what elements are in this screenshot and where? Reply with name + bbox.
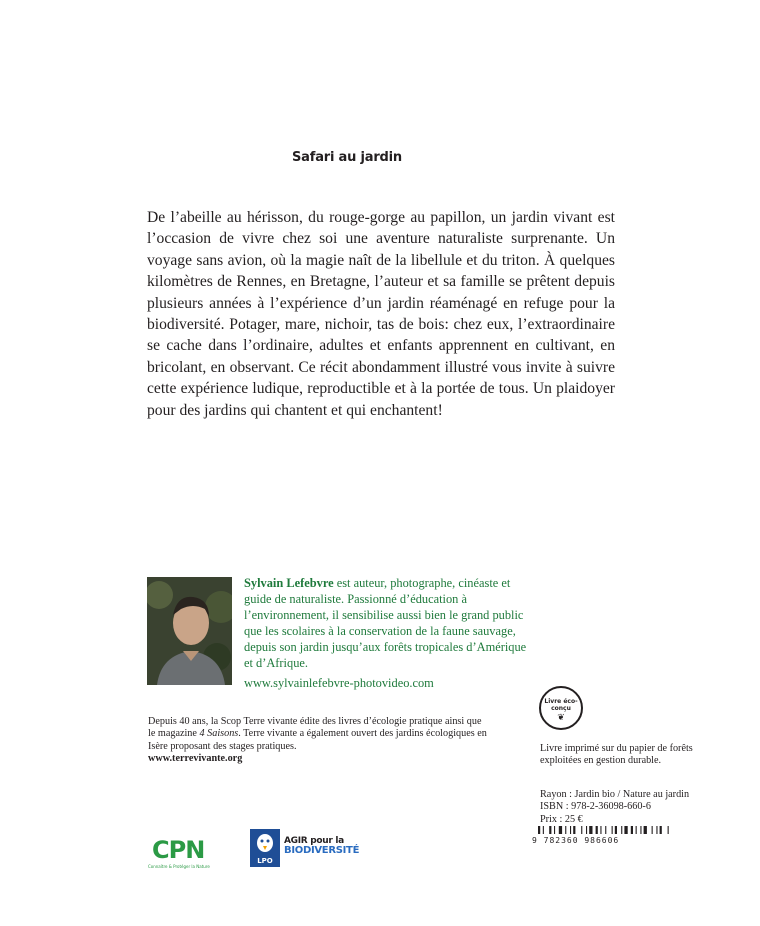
print-note: Livre imprimé sur du papier de forêts exploitées en gestion durable.: [540, 743, 693, 767]
shelf-category: Rayon : Jardin bio / Nature au jardin: [540, 789, 690, 800]
lpo-tagline-line1: AGIR pour la: [284, 836, 344, 846]
badge-label: Livre éco-conçu: [544, 698, 578, 712]
lpo-tagline: [284, 836, 359, 856]
author-bio: [244, 575, 534, 671]
publisher-text-after: . Terre vivante a également ouvert des jardins écologiques en Isère proposant des stages pratiques.: [148, 728, 487, 752]
eco-design-badge: [539, 686, 583, 730]
price: Prix : 25 €: [540, 813, 583, 825]
lpo-logo: [250, 829, 280, 867]
author-website-link[interactable]: www.sylvainlefebvre-photovideo.com: [244, 676, 434, 690]
publisher-website-link[interactable]: www.terrevivante.org: [148, 753, 243, 765]
lpo-badge-text: LPO: [257, 857, 273, 865]
book-title: Safari au jardin: [292, 150, 402, 165]
isbn: ISBN : 978-2-36098-660-6: [540, 801, 651, 813]
publisher-info: [148, 716, 488, 766]
magazine-name: 4 Saisons: [199, 728, 239, 740]
cpn-logo: CPN: [152, 836, 205, 864]
barcode-digits: 9 782360 986606: [532, 836, 620, 845]
book-metadata: [540, 789, 689, 826]
author-name: Sylvain Lefebvre: [244, 576, 334, 590]
cpn-logo-subtitle: Connaître & Protéger la Nature: [148, 864, 210, 869]
author-bio-text: est auteur, photographe, cinéaste et guide de naturaliste. Passionné d’éducation à l’environnement, il sensibilise aussi bien le grand public que les scolaires à la conservation de la faune sauvage, depuis son jardin jusqu’aux forêts tropicales d’Amérique et d’Afrique.: [244, 576, 527, 670]
author-photo: [147, 577, 232, 685]
publisher-text-before: Depuis 40 ans, la Scop Terre vivante édite des livres d’écologie pratique ainsi que le magazine: [148, 716, 482, 740]
back-cover-blurb: De l’abeille au hérisson, du rouge-gorge au papillon, un jardin vivant est l’occasion de vivre chez soi une aventure naturaliste surprenante. Un voyage sans avion, où la magie naît de la libellule et du triton. À quelques kilomètres de Rennes, en Bretagne, l’auteur et sa famille se prêtent depuis plusieurs années à l’expérience d’un jardin réaménagé en refuge pour la biodiversité. Potager, mare, nichoir, tas de bois: chez eux, l’extraordinaire se cache dans l’ordinaire, adultes et enfants apprennent en cultivant, en bricolant, en observant. Ce récit abondamment illustré vous invite à suivre cette expérience ludique, reproductible et à la portée de tous. Un plaidoyer pour des jardins qui chantent et qui enchantent!: [147, 209, 615, 419]
lpo-tagline-line2: BIODIVERSITÉ: [284, 845, 360, 856]
leaf-icon: ❦: [557, 713, 565, 723]
